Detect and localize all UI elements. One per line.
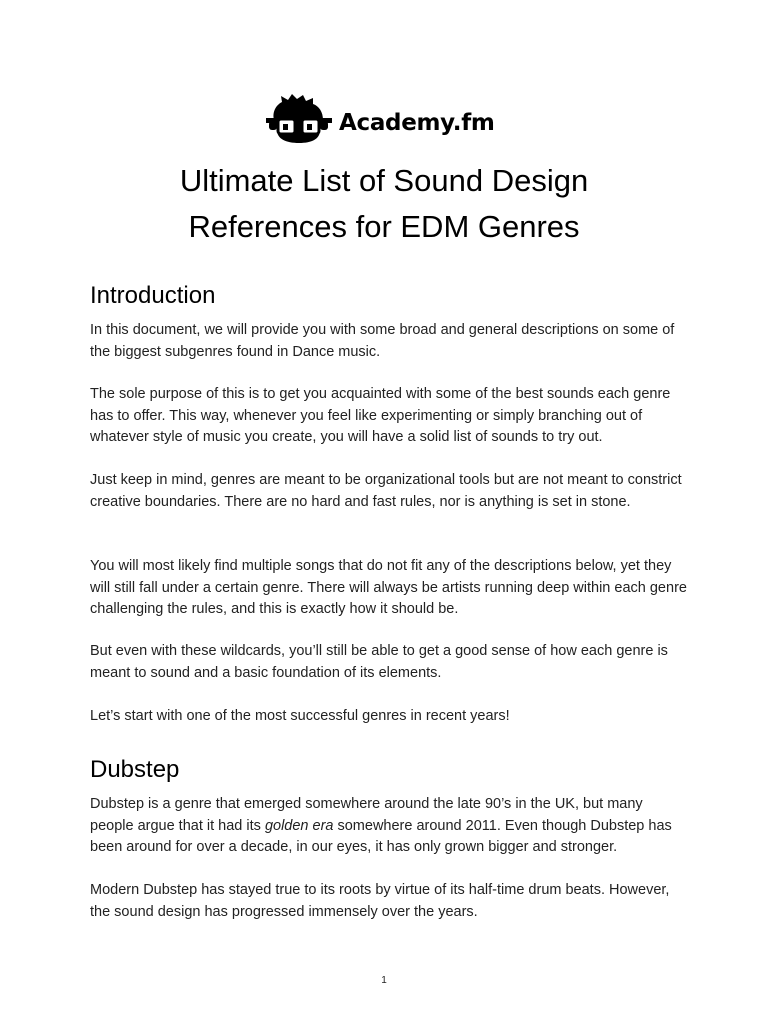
intro-paragraph-6: Let’s start with one of the most successful genres in recent years! <box>90 708 510 724</box>
title-line-2: References for EDM Genres <box>188 209 580 244</box>
dubstep-paragraph-2: Modern Dubstep has stayed true to its roots by virtue of its half-time drum beats. However, the sound design has progressed immensely over the years. <box>90 882 670 920</box>
intro-paragraph-4: You will most likely find multiple songs that do not fit any of the descriptions below, yet they will still fall under a certain genre. There will always be artists running deep within each genre challenging the rules, and this is exactly how it should be. <box>90 558 687 617</box>
dubstep-p1-text-end: somewhere around 2011. Even though Dubstep has been around for over a decade, in our eyes, it has only grown bigger and stronger. <box>90 817 672 855</box>
face-with-glasses-icon <box>266 94 332 144</box>
intro-paragraph-2: The sole purpose of this is to get you acquainted with some of the best sounds each genre has to offer. This way, whenever you feel like experimenting or simply branching out of whatever style of music you create, you will have a solid list of sounds to try out. <box>90 386 671 445</box>
intro-paragraph-1: In this document, we will provide you with some broad and general descriptions on some of the biggest subgenres found in Dance music. <box>90 322 675 360</box>
brand-logo <box>266 94 495 144</box>
title-line-1: Ultimate List of Sound Design <box>179 163 589 198</box>
dubstep-paragraph-1 <box>90 794 690 859</box>
page-title <box>0 158 768 250</box>
dubstep-p1-text-start: Dubstep is a genre that emerged somewhere around the late 90’s in the UK, but many people argue that it had its <box>90 796 643 834</box>
brand-name: Academy.fm <box>339 110 495 136</box>
intro-paragraph-3: Just keep in mind, genres are meant to be organizational tools but are not meant to constrict creative boundaries. There are no hard and fast rules, nor is anything is set in stone. <box>90 472 682 510</box>
heading-introduction: Introduction <box>90 282 216 309</box>
page-number: 1 <box>381 975 387 986</box>
heading-dubstep: Dubstep <box>90 756 180 783</box>
intro-paragraph-5: But even with these wildcards, you’ll still be able to get a good sense of how each genre is meant to sound and a basic foundation of its elements. <box>90 643 668 681</box>
dubstep-p1-italic: golden era <box>264 817 334 834</box>
